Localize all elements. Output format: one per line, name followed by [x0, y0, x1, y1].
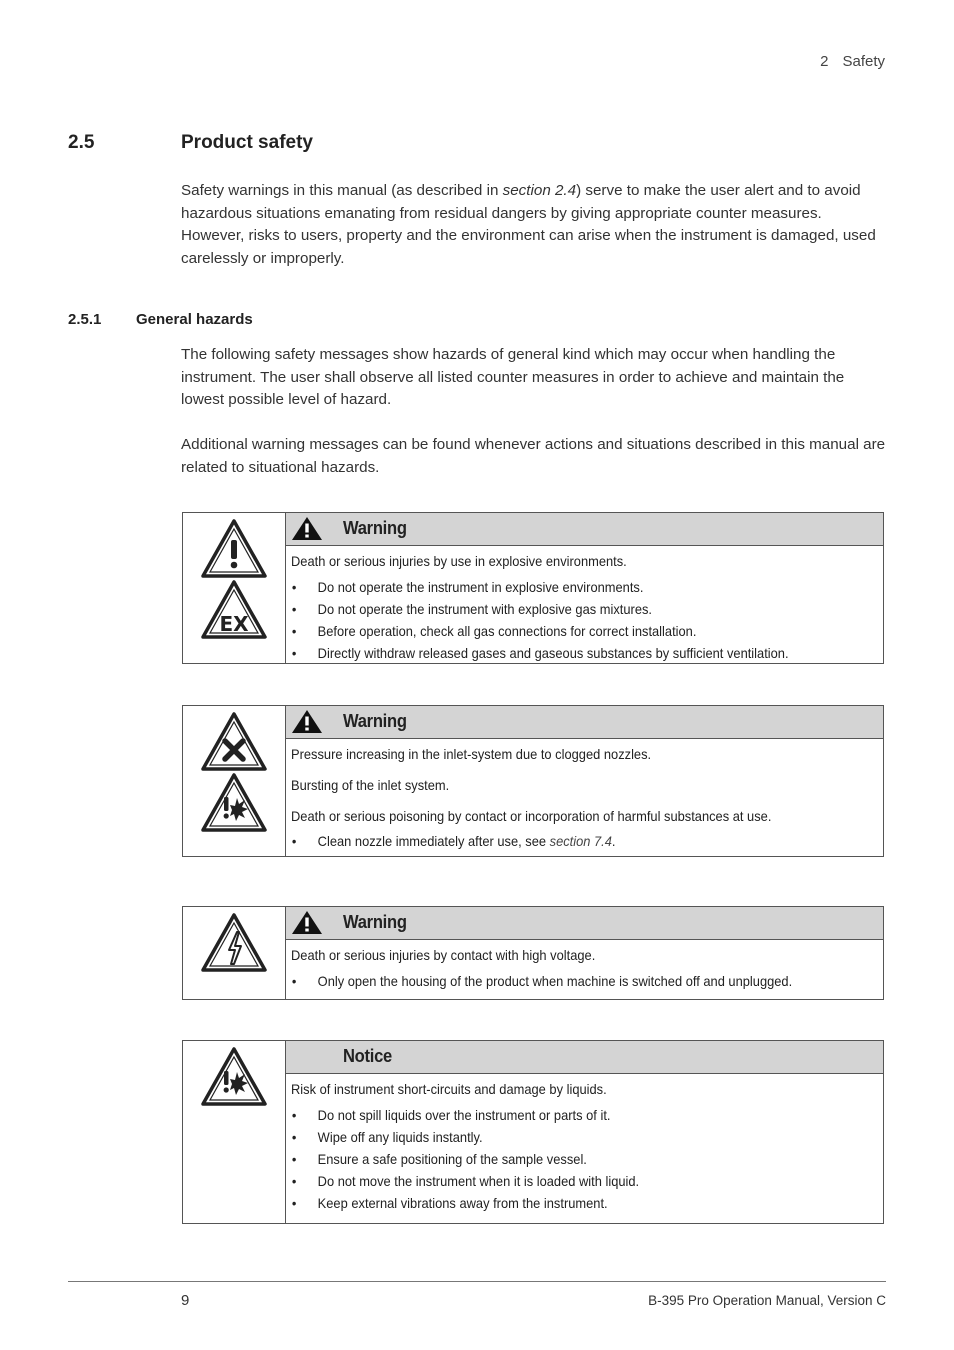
list-item: • Directly withdraw released gases and gaseous substances by sufficient ventilation. [291, 642, 836, 664]
signal-word-bar [286, 907, 883, 940]
list-item: • Only open the housing of the product when machine is switched off and unplugged. [291, 970, 836, 992]
intro-text-start: Safety warnings in this manual (as described in [181, 182, 503, 199]
svg-text:EX: EX [219, 612, 249, 636]
signal-word-bar [286, 513, 883, 546]
hazard-icons [183, 513, 286, 663]
explosive-atmosphere-ex-icon [201, 579, 267, 639]
hazard-statement: Death or serious poisoning by contact or incorporation of harmful substances at use. [291, 808, 772, 824]
hazard-statement: Death or serious injuries by use in explosive environments. [291, 553, 627, 569]
warning-body [286, 546, 883, 667]
signal-word: Notice [343, 1046, 392, 1066]
list-item-end: . [611, 833, 616, 849]
hazard-statement: Bursting of the inlet system. [291, 777, 450, 793]
list-item: • Do not spill liquids over the instrument or parts of it. [291, 1104, 836, 1126]
hazard-statement: Death or serious injuries by contact with high voltage. [291, 947, 596, 963]
list-item: • Ensure a safe positioning of the sample vessel. [291, 1148, 836, 1170]
list-item: • Before operation, check all gas connections for correct installation. [291, 620, 836, 642]
document-title: B-395 Pro Operation Manual, Version C [648, 1293, 886, 1308]
bursting-hazard-icon [201, 772, 267, 832]
list-item: • Do not move the instrument when it is loaded with liquid. [291, 1170, 836, 1192]
list-item: • Do not operate the instrument with explosive gas mixtures. [291, 598, 836, 620]
section-number: 2.5 [68, 132, 95, 153]
warning-box-voltage [182, 906, 884, 1000]
list-item: • Keep external vibrations away from the instrument. [291, 1192, 836, 1214]
list-item [291, 830, 836, 852]
warning-content [286, 907, 883, 999]
hazard-icons [183, 907, 286, 999]
subsection-title: General hazards [136, 311, 253, 328]
list-item-text: Clean nozzle immediately after use, see [317, 833, 550, 849]
section-title: Product safety [181, 132, 313, 153]
section-heading [68, 132, 313, 154]
warning-triangle-icon [291, 516, 323, 541]
high-voltage-icon [201, 912, 267, 972]
section-reference-link[interactable]: section 2.4 [502, 182, 577, 199]
signal-word: Warning [343, 711, 407, 731]
general-hazards-paragraph: The following safety messages show hazards of general kind which may occur when handling the instrument. The user shall observe all listed counter measures in order to achieve and maintain the lowest possible level of hazard. [181, 346, 845, 408]
notice-body [286, 1074, 883, 1217]
warning-box-pressure [182, 705, 884, 857]
intro-text-end: ) serve to make the user alert and to avoid hazardous situations emanating from residual dangers by giving appropriate counter measures. However, risks to users, property and the environment can arise when the instrument is damaged, used carelessly or improperly. [181, 182, 876, 267]
warning-triangle-icon [291, 709, 323, 734]
section-reference-link[interactable]: section 7.4 [549, 833, 612, 849]
hazard-icons [183, 706, 286, 856]
additional-warnings-paragraph: Additional warning messages can be found whenever actions and situations described in this manual are related to situational hazards. [181, 436, 886, 476]
page-number: 9 [181, 1292, 190, 1309]
signal-word: Warning [343, 518, 407, 538]
list-item: • Wipe off any liquids instantly. [291, 1126, 836, 1148]
warning-content [286, 706, 883, 856]
footer-divider [68, 1281, 886, 1282]
harmful-substance-x-icon [201, 711, 267, 771]
chapter-title: Safety [842, 53, 885, 70]
hazard-icons [183, 1041, 286, 1223]
list-item: • Do not operate the instrument in explosive environments. [291, 576, 836, 598]
warning-body [286, 739, 883, 855]
warning-content [286, 513, 883, 663]
signal-word: Warning [343, 912, 407, 932]
bursting-hazard-icon [201, 1046, 267, 1106]
notice-content [286, 1041, 883, 1223]
signal-word-bar [286, 1041, 883, 1074]
warning-box-explosive [182, 512, 884, 664]
warning-body [286, 940, 883, 995]
subsection-number: 2.5.1 [68, 311, 102, 328]
signal-word-bar [286, 706, 883, 739]
subsection-heading [68, 311, 253, 328]
notice-box-liquids [182, 1040, 884, 1224]
running-header [820, 53, 885, 70]
hazard-statement: Pressure increasing in the inlet-system due to clogged nozzles. [291, 746, 652, 762]
chapter-number: 2 [820, 53, 829, 70]
warning-triangle-icon [291, 910, 323, 935]
exclamation-hazard-icon [201, 518, 267, 578]
hazard-statement: Risk of instrument short-circuits and damage by liquids. [291, 1081, 607, 1097]
intro-paragraph [181, 180, 886, 270]
